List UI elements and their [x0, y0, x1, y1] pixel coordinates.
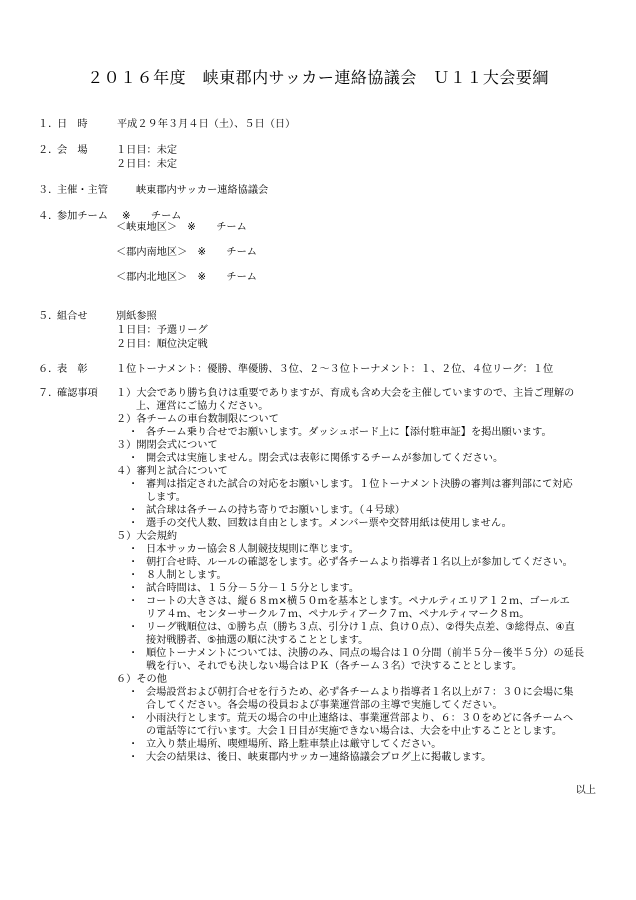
confirm-item-6: ６）その他 — [116, 674, 167, 685]
bullet: ・ — [128, 713, 139, 724]
bullet: ・ — [128, 505, 139, 516]
rules-8-a-side: ８人制とします。 — [146, 570, 227, 581]
pairings-ref: 別紙参照 — [116, 311, 157, 322]
awards-text: １位トーナメント：優勝、準優勝、３位、２～３位トーナメント：１、２位、４位リーグ：１位 — [116, 364, 554, 375]
teams-kyoto-district: ＜峡東地区＞ ※ チーム — [116, 222, 247, 233]
confirm-item-1: １）大会であり勝ち負けは重要でありますが、育成も含め大会を主催していますので、主旨ご理解の — [116, 388, 575, 399]
rules-league-ranking-cont: 接対戦勝者、⑤抽選の順に決することとします。 — [146, 635, 369, 646]
rules-match-time: 試合時間は、１５分－５分－１５分とします。 — [146, 583, 360, 594]
section-label: 表 彰 — [57, 364, 88, 375]
rules-tournament: 順位トーナメントについては、決勝のみ、同点の場合は１０分間（前半５分－後半５分）の延長 — [146, 648, 585, 659]
rules-meeting: 朝打合せ時、ルールの確認をします。必ず各チームより指導者１名以上が参加してください。 — [146, 557, 573, 568]
rules-basis: 日本サッカー協会８人制競技規則に準じます。 — [146, 544, 359, 555]
bullet: ・ — [128, 570, 139, 581]
section-number: １． — [38, 119, 59, 130]
bullet: ・ — [128, 544, 139, 555]
bullet: ・ — [128, 596, 139, 607]
substitution-rule: 選手の交代人数、回数は自由とします。メンバー票や交替用紙は使用しません。 — [146, 518, 512, 529]
referee-rule-cont: します。 — [146, 492, 186, 503]
bullet: ・ — [128, 648, 139, 659]
rules-league-ranking: リーグ戦順位は、①勝ち点（勝ち３点、引分け１点、負け０点）、②得失点差、③総得点、④直 — [146, 622, 575, 633]
confirm-item-1-cont: 上、運営にご協力ください。 — [136, 401, 269, 412]
section-label: 主催・主管 — [57, 185, 108, 196]
section-number: ５． — [38, 311, 59, 322]
section-number: ６． — [38, 364, 59, 375]
bullet: ・ — [128, 687, 139, 698]
rules-court-size-cont: リア４ｍ、センターサークル７ｍ、ペナルティアーク７ｍ、ペナルティマーク８ｍ。 — [146, 609, 530, 620]
other-setup-cont: 合してください。各会場の役員および事業運営部の主導で実施してください。 — [146, 700, 503, 711]
other-restrictions: 立入り禁止場所、喫煙場所、路上駐車禁止は厳守してください。 — [146, 739, 442, 750]
bullet: ・ — [128, 453, 139, 464]
confirm-item-2: ２）各チームの車台数制限について — [116, 414, 279, 425]
teams-gunnai-north: ＜郡内北地区＞ ※ チーム — [116, 272, 257, 283]
referee-rule: 審判は指定された試合の対応をお願いします。１位トーナメント決勝の審判は審判部にて対応 — [146, 479, 573, 490]
bullet: ・ — [128, 622, 139, 633]
section-label: 確認事項 — [57, 388, 98, 399]
confirm-item-4: ４）審判と試合について — [116, 466, 228, 477]
confirm-item-3: ３）開閉会式について — [116, 440, 218, 451]
section-number: ３． — [38, 185, 59, 196]
pairings-day1: １日目：予選リーグ — [116, 325, 208, 336]
closing-mark: 以上 — [575, 785, 596, 796]
section-number: ４． — [38, 211, 59, 222]
other-weather-cont: の電話等にて行います。大会１日目が実施できない場合は、大会を中止することとします。 — [146, 726, 563, 737]
bullet: ・ — [128, 518, 139, 529]
section-number: ２． — [38, 145, 59, 156]
date-text: 平成２９年３月４日（土）、５日（日） — [117, 119, 296, 130]
venue-day2: ２日目：未定 — [116, 159, 178, 170]
section-number: ７． — [38, 388, 59, 399]
organizer-text: 峡東郡内サッカー連絡協議会 — [136, 185, 269, 196]
other-results: 大会の結果は、後日、峡東郡内サッカー連絡協議会ブログ上に掲載します。 — [146, 752, 492, 763]
section-label: 参加チーム — [57, 211, 108, 222]
teams-total: ※ チーム — [122, 211, 182, 222]
bullet: ・ — [128, 739, 139, 750]
teams-gunnai-south: ＜郡内南地区＞ ※ チーム — [116, 247, 257, 258]
confirm-item-5: ５）大会規約 — [116, 531, 178, 542]
section-label: 組合せ — [57, 311, 88, 322]
bullet: ・ — [128, 752, 139, 763]
venue-day1: １日目：未定 — [116, 145, 178, 156]
document-title: ２０１６年度 峡東郡内サッカー連絡協議会 Ｕ１１大会要綱 — [87, 68, 549, 87]
ceremony-rule: 開会式は実施しません。閉会式は表彰に関係するチームが参加してください。 — [146, 453, 504, 464]
other-setup: 会場設営および朝打合せを行うため、必ず各チームより指導者１名以上が７：３０に会場に集 — [146, 687, 574, 698]
bullet: ・ — [128, 479, 139, 490]
other-weather: 小雨決行とします。荒天の場合の中止連絡は、事業運営部より、６：３０をめどに各チームへ — [146, 713, 574, 724]
parking-rule: 各チーム乗り合せでお願いします。ダッシュボード上に【添付駐車証】を掲出願います。 — [146, 427, 552, 438]
bullet: ・ — [128, 557, 139, 568]
section-label: 日 時 — [57, 119, 88, 130]
section-label: 会 場 — [57, 145, 88, 156]
rules-court-size: コートの大きさは、縦６８ｍ×横５０ｍを基本とします。ペナルティエリア１２ｍ、ゴールエ — [146, 596, 570, 607]
bullet: ・ — [128, 427, 139, 438]
bullet: ・ — [128, 583, 139, 594]
ball-rule: 試合球は各チームの持ち寄りでお願いします。（４号球） — [146, 505, 405, 516]
pairings-day2: ２日目：順位決定戦 — [116, 339, 208, 350]
rules-tournament-cont: 戦を行い、それでも決しない場合はＰＫ（各チーム３名）で決することとします。 — [146, 661, 523, 672]
